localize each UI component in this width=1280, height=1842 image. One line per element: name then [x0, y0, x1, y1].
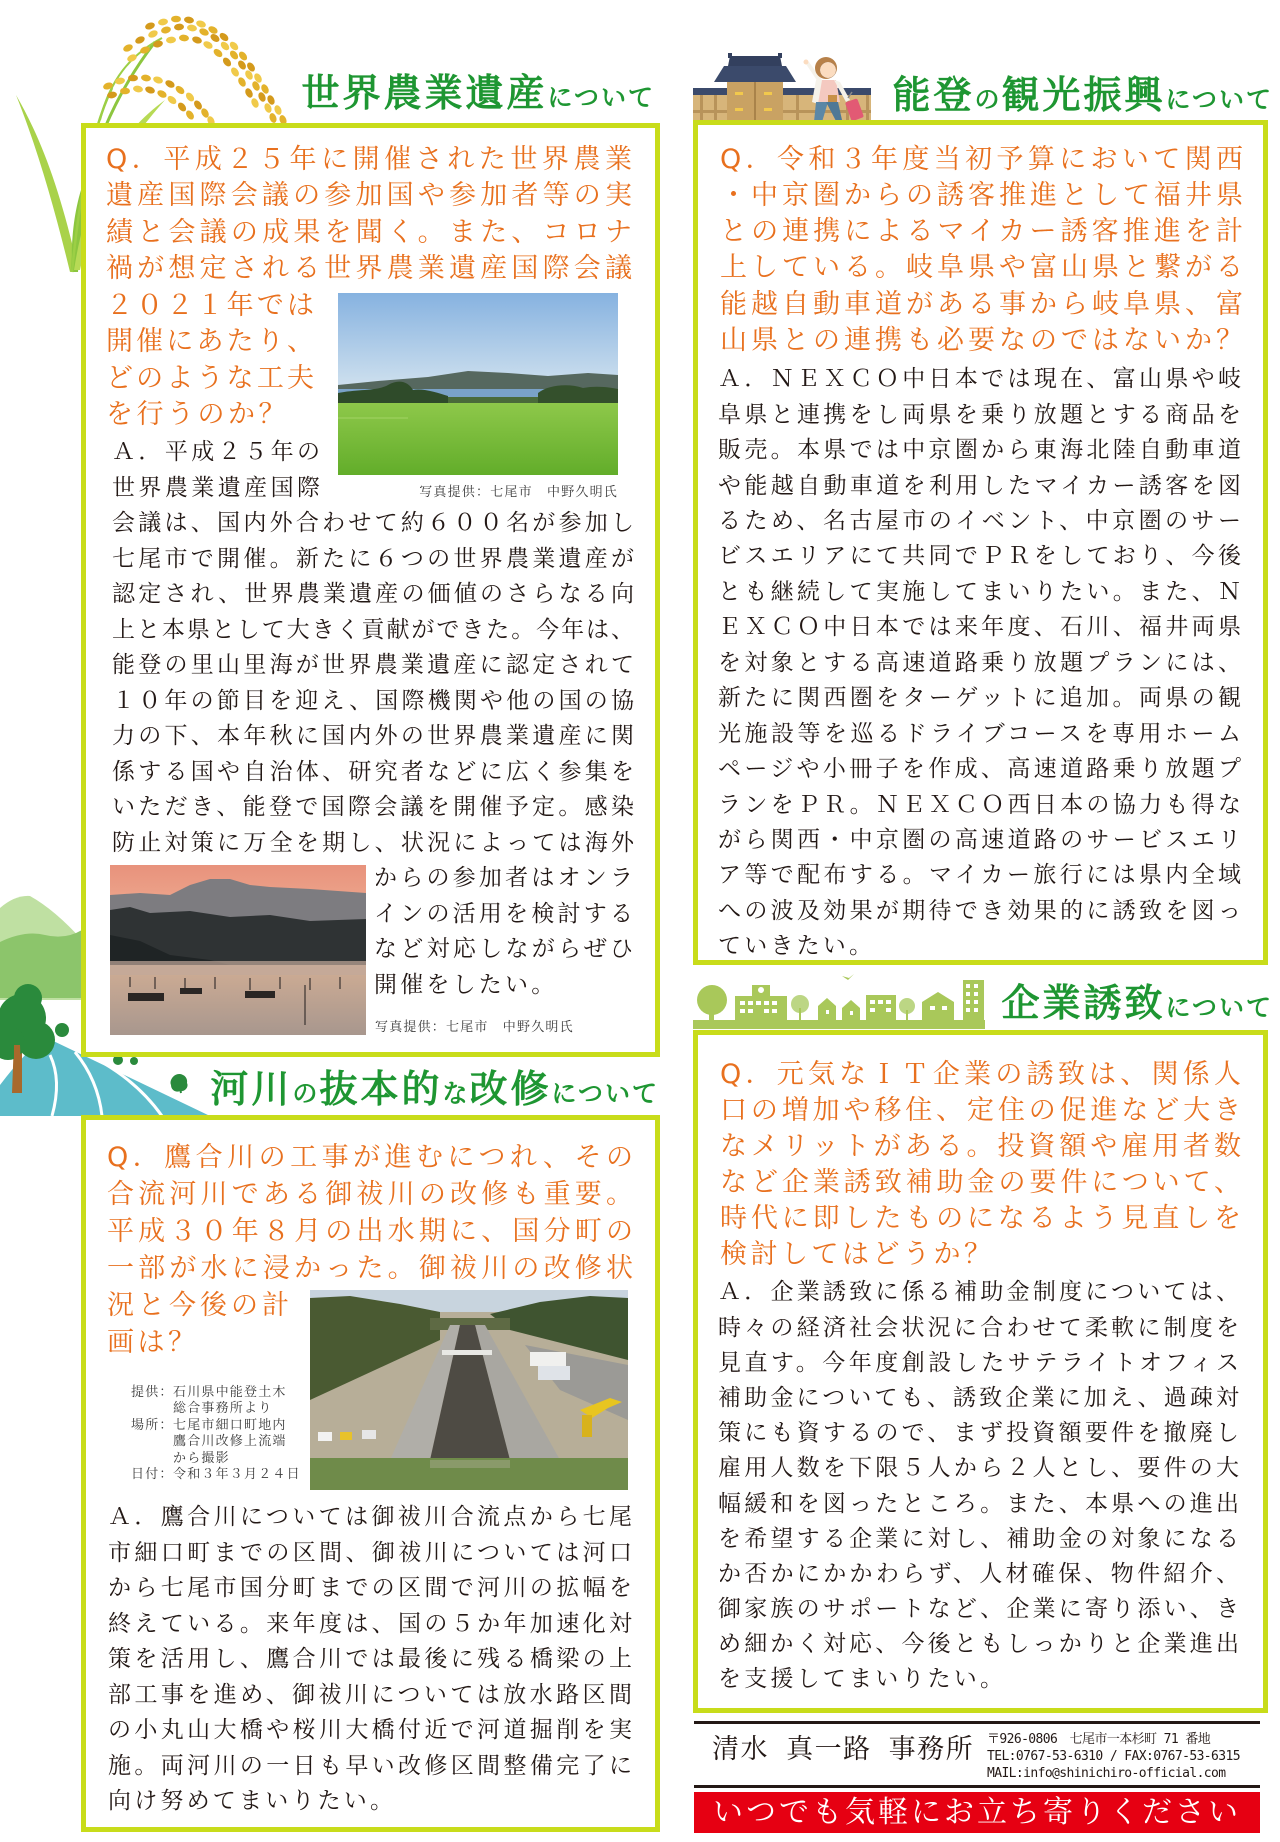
answer-line: を希望する企業に対し、補助金の対象になる [718, 1525, 1239, 1552]
answer-line: 補助金についても、誘致企業に加え、過疎対 [718, 1384, 1239, 1411]
question-line: Q．元気なＩＴ企業の誘致は、関係人 [720, 1059, 1241, 1090]
caption-value: 鷹合川改修上流端 [173, 1434, 287, 1450]
title-part: 河川 [210, 1067, 293, 1111]
answer-line: るため、名古屋市のイベント、中京圏のサー [718, 508, 1241, 535]
answer-line: Ａ．ＮＥＸＣＯ中日本では現在、富山県や岐 [718, 366, 1241, 393]
title-part: 抜本的 [319, 1067, 443, 1111]
title-part: 能登 [892, 73, 975, 117]
caption-row [131, 1418, 301, 1435]
answer-line: 市細口町までの区間、御祓川については河口 [108, 1539, 632, 1566]
office-tel-fax: TEL:0767-53-6310 / FAX:0767-53-6315 [987, 1748, 1240, 1764]
question-line: 平成３０年８月の出水期に、国分町の [107, 1215, 633, 1247]
answer-line: 認定され、世界農業遺産の価値のさらなる向 [112, 581, 634, 608]
answer-line: 世界農業遺産国際 [112, 474, 320, 501]
river-question-continued [107, 1287, 289, 1361]
answer-line: 阜県と連携をし両県を乗り放題とする商品を [718, 401, 1241, 428]
answer-line: 施。両河川の一日も早い改修区間整備完了に [108, 1752, 632, 1779]
caption-label: 場所： [131, 1417, 174, 1433]
caption-value: 総合事務所より [173, 1401, 273, 1417]
business-section-title [1001, 982, 1273, 1024]
question-line: など企業誘致補助金の要件について、 [720, 1167, 1241, 1198]
caption-row [131, 1385, 301, 1402]
question-line: どのような工夫 [106, 362, 314, 394]
answer-line: 販売。本県では中京圏から東海北陸自動車道 [718, 437, 1241, 464]
question-line: 遺産国際会議の参加国や参加者等の実 [106, 180, 632, 212]
caption-value: 七尾市細口町地内 [173, 1417, 287, 1433]
title-main: 企業誘致 [1001, 981, 1166, 1025]
answer-line: ア等で配布する。マイカー旅行には県内全域 [718, 862, 1241, 889]
title-main: 世界農業遺産 [301, 71, 548, 115]
tourism-section-title [892, 74, 1273, 116]
question-line: なメリットがある。投資額や雇用者数 [720, 1131, 1241, 1162]
title-part: の [974, 85, 1002, 114]
answer-line: Ａ．鷹合川については御祓川合流点から七尾 [108, 1504, 632, 1531]
office-mail: MAIL:info@shinichiro-official.com [987, 1765, 1226, 1781]
caption-label: 日付： [131, 1467, 174, 1483]
answer-line: の小丸山大橋や桜川大橋付近で河道掘削を実 [108, 1717, 632, 1744]
answer-line: 力の下、本年秋に国内外の世界農業遺産に関 [112, 723, 634, 750]
question-line: ・中京圏からの誘客推進として福井県 [720, 180, 1243, 212]
answer-line: 能登の里山里海が世界農業遺産に認定されて [112, 652, 634, 679]
title-part: 観光振興 [1001, 73, 1166, 117]
caption-value: から撮影 [173, 1450, 230, 1466]
footer-bottom-rule [694, 1785, 1260, 1788]
answer-line: 開催をしたい。 [374, 971, 558, 998]
question-line: との連携によるマイカー誘客推進を計 [720, 216, 1243, 248]
answer-line: １０年の節目を迎え、国際機関や他の国の協 [112, 687, 634, 714]
title-part: について [1165, 85, 1273, 114]
question-line: 山県との連携も必要なのではないか？ [720, 324, 1243, 356]
question-line: 検討してはどうか？ [720, 1239, 995, 1270]
caption-value: 石川県中能登土木 [173, 1384, 287, 1400]
question-line: 口の増加や移住、定住の促進など大き [720, 1095, 1241, 1126]
answer-line: など対応しながらぜひ [374, 936, 633, 963]
heritage-question-continued [106, 288, 314, 434]
answer-line: 策を活用し、鷹合川では最後に残る橋梁の上 [108, 1646, 632, 1673]
tourism-question [720, 142, 1243, 359]
sunrise-bay-photo [110, 865, 366, 1035]
answer-line: Ａ．企業誘致に係る補助金制度については、 [718, 1279, 1239, 1306]
answer-line: 終えている。来年度は、国の５か年加速化対 [108, 1610, 632, 1637]
office-contact [987, 1731, 1240, 1782]
question-line: 開催にあたり、 [106, 326, 314, 358]
office-address: 〒926-0806 七尾市一本杉町 71 番地 [987, 1731, 1211, 1747]
answer-line: インの活用を検討する [374, 900, 633, 927]
caption-value: 令和３年３月２４日 [173, 1467, 301, 1483]
question-line: Q．平成２５年に開催された世界農業 [106, 143, 632, 175]
answer-line: 係する国や自治体、研究者などに広く参集を [112, 758, 634, 785]
answer-line: 七尾市で開催。新たに６つの世界農業遺産が [112, 545, 634, 572]
caption-row [131, 1451, 301, 1468]
answer-line: や能越自動車道を利用したマイカー誘客を図 [718, 472, 1241, 499]
gate-traveler-illustration [690, 45, 875, 125]
answer-line: 見直す。今年度創設したサテライトオフィス [718, 1349, 1239, 1376]
town-skyline-illustration [693, 970, 988, 1032]
answer-line: 部工事を進め、御祓川については放水路区間 [108, 1681, 632, 1708]
question-line: 禍が想定される世界農業遺産国際会議 [106, 253, 632, 285]
answer-line: を支援してまいりたい。 [718, 1666, 1007, 1693]
photo-credit: 写真提供：七尾市 中野久明氏 [375, 1020, 574, 1035]
caption-label: 提供： [131, 1384, 174, 1400]
river-section-title [210, 1068, 659, 1110]
business-answer [718, 1275, 1239, 1697]
answer-line: を対象とする高速道路乗り放題プランには、 [718, 649, 1241, 676]
answer-line: 防止対策に万全を期し、状況によっては海外 [112, 829, 634, 856]
rice-field-photo [338, 293, 618, 475]
office-name: 清水 真一路 事務所 [712, 1734, 975, 1765]
answer-line: ページや小冊子を作成、高速道路乗り放題プ [718, 756, 1241, 783]
question-line: Q．令和３年度当初予算において関西 [720, 143, 1243, 175]
answer-line: Ａ．平成２５年の [112, 439, 320, 466]
heritage-question [106, 142, 632, 288]
answer-line: 時々の経済社会状況に合わせて柔軟に制度を [718, 1314, 1239, 1341]
answer-line: とも継続して実施してまいりたい。また、Ｎ [718, 578, 1241, 605]
river-construction-photo [310, 1290, 628, 1490]
visit-banner: いつでも気軽にお立ち寄りください [694, 1792, 1260, 1833]
title-part: の [292, 1079, 320, 1108]
title-part: な [442, 1079, 470, 1108]
title-suffix: について [1165, 993, 1273, 1022]
heritage-section-title [301, 72, 655, 114]
answer-line: 向け努めてまいりたい。 [108, 1788, 397, 1815]
question-line: ２０２１年では [106, 289, 314, 321]
question-line: 時代に即したものになるよう見直しを [720, 1203, 1241, 1234]
answer-line: ＥＸＣＯ中日本では来年度、石川、福井両県 [718, 614, 1241, 641]
answer-line: 光施設等を巡るドライブコースを専用ホーム [718, 720, 1241, 747]
question-line: 況と今後の計 [107, 1289, 289, 1321]
answer-line: いただき、能登で国際会議を開催予定。感染 [112, 794, 634, 821]
caption-row [131, 1467, 301, 1484]
heritage-answer-body [112, 506, 634, 861]
question-line: 能越自動車道がある事から岐阜県、富 [720, 288, 1243, 320]
heritage-answer-tail [374, 861, 633, 1003]
answer-line: ていきたい。 [718, 933, 876, 960]
photo-credit: 写真提供：七尾市 中野久明氏 [419, 485, 618, 500]
answer-line: 雇用人数を下限５人から２人とし、要件の大 [718, 1455, 1239, 1482]
title-part: について [551, 1079, 659, 1108]
caption-label [131, 1401, 173, 1418]
caption-row [131, 1434, 301, 1451]
answer-line: 御家族のサポートなど、企業に寄り添い、き [718, 1596, 1239, 1623]
caption-label [131, 1434, 173, 1451]
question-line: を行うのか？ [106, 399, 289, 431]
answer-line: 幅緩和を図ったところ。また、本県への進出 [718, 1490, 1239, 1517]
caption-row [131, 1401, 301, 1418]
title-part: 改修 [469, 1067, 552, 1111]
answer-line: 会議は、国内外合わせて約６００名が参加し [112, 510, 634, 537]
question-line: 上している。岐阜県や富山県と繋がる [720, 252, 1243, 284]
answer-line: か否かにかかわらず、人材確保、物件紹介、 [718, 1560, 1239, 1587]
tourism-answer [718, 362, 1241, 964]
caption-label [131, 1451, 173, 1468]
question-line: 画は？ [107, 1326, 199, 1358]
answer-line: 上と本県として大きく貢献ができた。今年は、 [112, 616, 634, 643]
answer-line: ビスエリアにて共同でＰＲをしており、今後 [718, 543, 1241, 570]
question-line: 績と会議の成果を聞く。また、コロナ [106, 216, 632, 248]
leaf-icon [168, 1072, 190, 1094]
answer-line: め細かく対応、今後ともしっかりと企業進出 [718, 1631, 1239, 1658]
title-suffix: について [547, 83, 655, 112]
question-line: 合流河川である御祓川の改修も重要。 [107, 1178, 633, 1210]
question-line: Q．鷹合川の工事が進むにつれ、その [107, 1141, 633, 1173]
answer-line: から七尾市国分町までの区間で河川の拡幅を [108, 1575, 632, 1602]
business-question [720, 1057, 1241, 1273]
answer-line: への波及効果が期待でき効果的に誘致を図っ [718, 897, 1241, 924]
footer-top-rule [694, 1721, 1260, 1724]
answer-line: からの参加者はオンラ [374, 865, 633, 892]
river-answer [108, 1500, 632, 1820]
answer-line: がら関西・中京圏の高速道路のサービスエリ [718, 826, 1241, 853]
river-photo-caption [131, 1385, 301, 1484]
answer-line: 策にも資するので、まず投資額要件を撤廃し [718, 1420, 1239, 1447]
question-line: 一部が水に浸かった。御祓川の改修状 [107, 1252, 633, 1284]
river-question [107, 1139, 633, 1287]
answer-line: 新たに関西圏をターゲットに追加。両県の観 [718, 685, 1241, 712]
heritage-answer [112, 435, 320, 506]
answer-line: ランをＰＲ。ＮＥＸＣＯ西日本の協力も得な [718, 791, 1241, 818]
